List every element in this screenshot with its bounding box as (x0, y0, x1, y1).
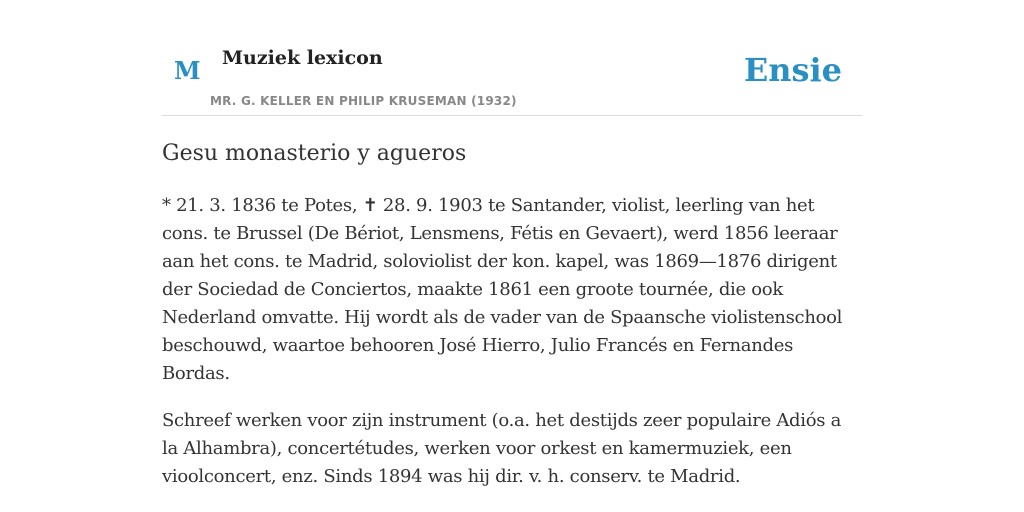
brand-logo[interactable]: Ensie (743, 51, 842, 89)
entry-paragraph: * 21. 3. 1836 te Potes, ✝ 28. 9. 1903 te Santander, violist, leerling van het cons. te Brussel (De Bériot, Lensmens, Fétis en Gevaert), werd 1856 leeraar aan het cons. te Madrid, soloviolist der kon. kapel, was 1869—1876 dirigent der Sociedad de Conciertos, maakte 1861 een groote tournée, die ook Nederland omvatte. Hij wordt als de vader van de Spaansche violistenschool beschouwd, waartoe behooren José Hierro, Julio Francés en Fernandes Bordas. (162, 195, 843, 384)
book-authors: MR. G. KELLER EN PHILIP KRUSEMAN (1932) (210, 94, 517, 108)
book-header (162, 0, 862, 116)
page (162, 0, 862, 512)
entry-body (162, 192, 862, 510)
entry-paragraph: Schreef werken voor zijn instrument (o.a. het destijds zeer populaire Adiós a la Alhambra), concertétudes, werken voor orkest en kamermuziek, een vioolconcert, enz. Sinds 1894 was hij dir. v. h. conserv. te Madrid. (162, 410, 842, 487)
entry-title: Gesu monasterio y agueros (162, 141, 467, 166)
book-title[interactable]: Muziek lexicon (222, 47, 383, 69)
book-logo[interactable]: M (174, 56, 201, 85)
